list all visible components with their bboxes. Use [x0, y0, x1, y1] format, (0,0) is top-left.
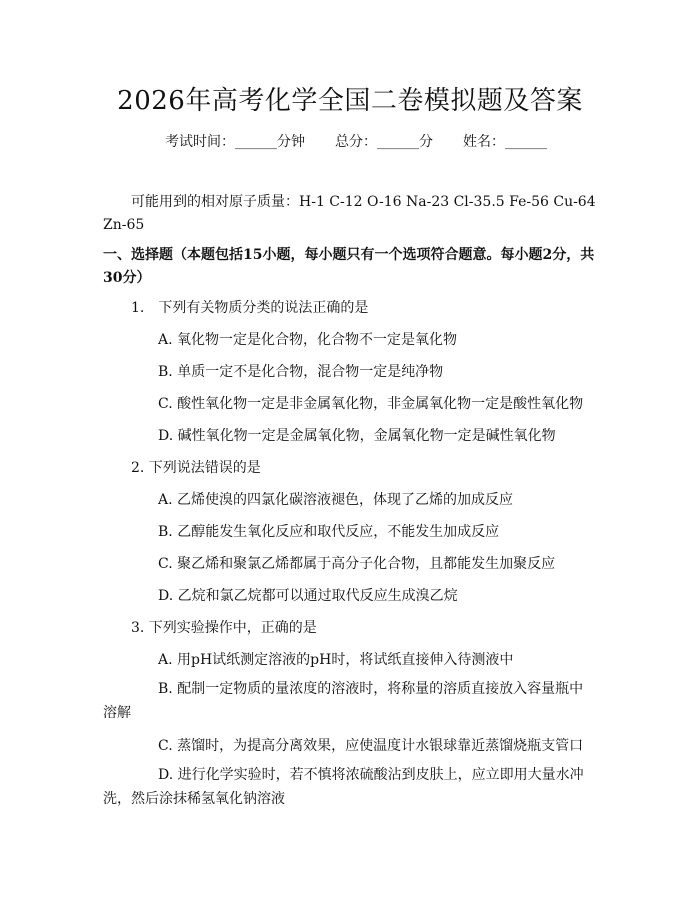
question-1-option-c: C. 酸性氧化物一定是非金属氧化物，非金属氧化物一定是酸性氧化物 — [158, 396, 584, 412]
question-3-option-a: A. 用pH试纸测定溶液的pH时，将试纸直接伸入待测液中 — [158, 652, 514, 668]
question-1-option-a: A. 氧化物一定是化合物，化合物不一定是氧化物 — [158, 332, 458, 348]
page-title: 2026年高考化学全国二卷模拟题及答案 — [117, 86, 583, 116]
question-3-stem: 3. 下列实验操作中，正确的是 — [131, 620, 317, 636]
question-2-option-d: D. 乙烷和氯乙烷都可以通过取代反应生成溴乙烷 — [158, 588, 458, 604]
question-1-option-d: D. 碱性氧化物一定是金属氧化物，金属氧化物一定是碱性氧化物 — [158, 428, 556, 444]
question-2-option-c: C. 聚乙烯和聚氯乙烯都属于高分子化合物，且都能发生加聚反应 — [158, 556, 556, 572]
question-1-option-b: B. 单质一定不是化合物，混合物一定是纯净物 — [158, 364, 444, 380]
atomic-masses-note: 可能用到的相对原子质量：H-1 C-12 O-16 Na-23 Cl-35.5 Fe-56 Cu-64 Zn-65 — [103, 194, 596, 233]
name-field: 姓名：______ — [463, 134, 547, 150]
total-score-field: 总分：______分 — [335, 134, 433, 150]
question-3-option-d: D. 进行化学实验时，若不慎将浓硫酸沾到皮肤上，应立即用大量水冲洗，然后涂抹稀氢氧化钠溶液 — [103, 767, 584, 807]
exam-info-line — [165, 131, 547, 151]
question-3-option-c: C. 蒸馏时，为提高分离效果，应使温度计水银球靠近蒸馏烧瓶支管口 — [158, 738, 584, 754]
question-3-option-b: B. 配制一定物质的量浓度的溶液时，将称量的溶质直接放入容量瓶中溶解 — [103, 681, 584, 721]
question-2-stem: 2. 下列说法错误的是 — [131, 460, 261, 476]
question-2-option-a: A. 乙烯使溴的四氯化碳溶液褪色，体现了乙烯的加成反应 — [158, 492, 514, 508]
exam-time-field: 考试时间：______分钟 — [165, 134, 305, 150]
question-2-option-b: B. 乙醇能发生氧化反应和取代反应，不能发生加成反应 — [158, 524, 500, 540]
section-header: 一、选择题（本题包括15小题，每小题只有一个选项符合题意。每小题2分，共30分） — [103, 247, 595, 286]
question-1-stem: 1. 下列有关物质分类的说法正确的是 — [131, 300, 369, 316]
